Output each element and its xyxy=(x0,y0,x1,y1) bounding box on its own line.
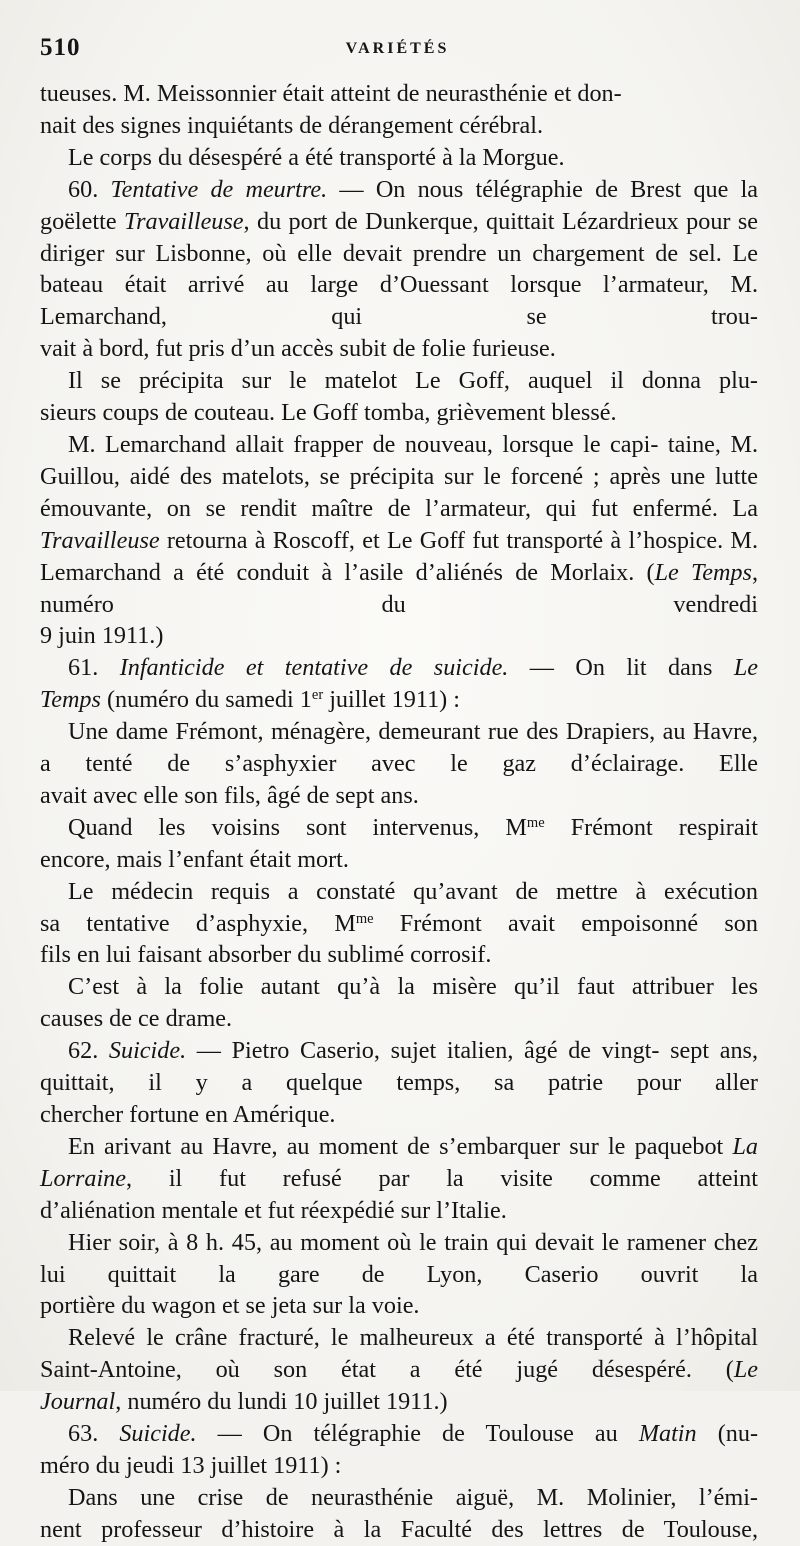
paragraph-tail xyxy=(40,780,758,812)
paragraph-tail xyxy=(40,844,758,876)
text-segment: Lézardrieux pour se diriger sur Lisbonne, où elle devait xyxy=(40,207,759,267)
text-line: Le corps du désespéré a été transporté à la Morgue. xyxy=(68,143,565,171)
text-segment: chercher fortune en Amérique. xyxy=(40,1101,336,1128)
text-segment: Dans une crise de neurasthénie aiguë, M. Molinier, l’émi- xyxy=(68,1483,758,1511)
entry-62 xyxy=(40,1035,758,1099)
text-segment: ramener chez lui quittait la gare de Lyon, Caserio ouvrit la xyxy=(40,1228,758,1288)
text-segment: fut transporté à l’hospice. M. Lemarchand a été conduit à xyxy=(40,526,758,586)
entry-title: Suicide. xyxy=(119,1420,197,1448)
text-segment: paquebot xyxy=(634,1132,733,1160)
running-head xyxy=(40,34,755,64)
text-segment: retourna à Roscoff, et Le Goff xyxy=(159,526,465,554)
text-segment: Quand les voisins sont intervenus, M xyxy=(68,813,527,841)
text-segment: , du port de Dunkerque, quittait xyxy=(243,207,555,235)
paragraph-tail xyxy=(40,684,758,716)
paragraph-tail xyxy=(40,1450,758,1482)
paragraph xyxy=(40,876,758,908)
paragraph-tail xyxy=(40,620,758,652)
source-title: Journal xyxy=(40,1388,116,1416)
paragraph xyxy=(40,429,758,620)
paragraph-tail xyxy=(40,1195,758,1227)
text-segment: causes de ce drame. xyxy=(40,1005,233,1033)
paragraph-tail xyxy=(40,1099,758,1131)
text-segment: En arivant au Havre, au moment de s’embarquer sur le xyxy=(68,1132,626,1160)
text-line: nait des signes inquiétants de dérangement cérébral. xyxy=(40,111,544,139)
text-segment: Le médecin requis a constaté qu’avant de mettre à exécution xyxy=(68,877,758,905)
ship-name: La Lorraine xyxy=(40,1132,758,1192)
text-segment: , numéro du lundi 10 juillet 1911.) xyxy=(115,1388,448,1416)
text-segment: sieurs coups de couteau. Le Goff tomba, grièvement blessé. xyxy=(40,399,617,427)
source-title: Matin xyxy=(638,1420,697,1448)
paragraph xyxy=(40,365,758,397)
text-line: tueuses. M. Meissonnier était atteint de neurasthénie et don- xyxy=(40,80,622,107)
entry-63 xyxy=(40,1418,758,1450)
text-segment: sa tentative d’asphyxie, M xyxy=(40,909,356,937)
text-segment: , numéro du vendredi xyxy=(40,558,758,618)
entry-title: Suicide. xyxy=(108,1037,187,1065)
paragraph-tail xyxy=(40,1290,758,1322)
text-segment: prendre un chargement de sel. Le bateau était arrivé au large xyxy=(40,239,759,299)
paragraph xyxy=(40,812,758,844)
text-segment: Il se précipita sur le matelot Le Goff, auquel il donna plu- xyxy=(68,367,758,395)
text-segment: avait avec elle son fils, âgé de sept ans. xyxy=(40,781,419,809)
text-segment: , il fut refusé par la visite comme atteint xyxy=(126,1164,758,1192)
superscript: me xyxy=(355,910,374,927)
text-segment: — Pietro Caserio, sujet italien, âgé de vingt- xyxy=(186,1037,660,1065)
text-segment: taine, M. Guillou, aidé des matelots, se précipita sur le forcené ; xyxy=(40,430,758,490)
text-segment: Relevé le crâne fracturé, le malheureux a été transporté à xyxy=(68,1324,665,1352)
superscript: me xyxy=(526,814,545,831)
text-segment: portière du wagon et se jeta sur la voie. xyxy=(40,1292,420,1320)
superscript: er xyxy=(311,687,324,704)
text-segment: après une lutte émouvante, on se rendit maître de l’armateur, xyxy=(40,462,758,522)
paragraph xyxy=(40,1227,758,1291)
paragraph xyxy=(40,716,758,780)
ship-name: Travailleuse xyxy=(123,207,244,235)
text-segment: méro du jeudi 13 juillet 1911) : xyxy=(40,1451,342,1479)
paragraph xyxy=(40,142,758,174)
running-title: VARIÉTÉS xyxy=(345,40,450,57)
text-segment: Frémont avait empoisonné son xyxy=(373,909,758,937)
source-title: Le Temps xyxy=(654,558,752,586)
paragraph-line xyxy=(40,1514,758,1546)
text-segment: — On lit dans xyxy=(508,654,734,682)
entry-61 xyxy=(40,652,758,684)
entry-60 xyxy=(40,174,758,334)
text-segment: l’hôpital Saint-Antoine, où son état a été jugé désespéré. ( xyxy=(40,1324,758,1384)
ship-name: Travailleuse xyxy=(40,526,160,554)
body-text xyxy=(40,78,758,1546)
page-number: 510 xyxy=(40,34,81,61)
text-segment: — On télégraphie de Toulouse au xyxy=(196,1420,639,1448)
entry-number: 61. xyxy=(68,654,99,682)
source-title: Le xyxy=(733,654,759,682)
text-segment: M. Lemarchand allait frapper de nouveau, lorsque le capi- xyxy=(68,430,659,458)
text-segment: au Havre, a tenté de s’asphyxier avec le gaz d’éclairage. Elle xyxy=(40,718,758,778)
entry-number: 60. xyxy=(68,175,99,203)
paragraph-line xyxy=(40,908,758,940)
paragraph-tail xyxy=(40,333,758,365)
text-segment: encore, mais l’enfant était mort. xyxy=(40,845,349,873)
text-segment: Une dame Frémont, ménagère, demeurant rue des Drapiers, xyxy=(68,718,656,746)
paragraph-tail xyxy=(40,397,758,429)
text-segment: sept ans, quittait, il y a quelque temps, sa patrie pour aller xyxy=(40,1037,758,1097)
paragraph xyxy=(40,971,758,1003)
source-title: Le xyxy=(733,1356,758,1384)
text-segment: (nu- xyxy=(696,1420,758,1448)
text-segment: 9 juin 1911.) xyxy=(40,622,164,650)
paragraph-continuation xyxy=(40,78,758,142)
paragraph xyxy=(40,1482,758,1514)
text-segment: d’aliénation mentale et fut réexpédié sur l’Italie. xyxy=(40,1196,507,1224)
paragraph-tail xyxy=(40,1003,758,1035)
paragraph xyxy=(40,1131,758,1195)
text-segment: (numéro du samedi 1 xyxy=(100,686,312,714)
text-segment: qui fut enfermé. La xyxy=(545,494,759,522)
entry-number: 63. xyxy=(68,1420,99,1448)
paragraph-tail xyxy=(40,939,758,971)
text-segment: Frémont respirait xyxy=(544,813,758,841)
text-segment: C’est à la folie autant qu’à la misère qu’il faut attribuer les xyxy=(68,973,758,1001)
source-title: Temps xyxy=(40,686,101,714)
entry-number: 62. xyxy=(68,1037,99,1065)
text-segment: vait à bord, fut pris d’un accès subit de folie furieuse. xyxy=(40,335,556,363)
text-segment: l’asile d’aliénés de Morlaix. ( xyxy=(344,558,655,586)
paragraph xyxy=(40,1322,758,1386)
text-segment: que la goëlette xyxy=(40,175,759,235)
entry-title: Infanticide et tentative de suicide. xyxy=(119,654,509,682)
text-segment: fils en lui faisant absorber du sublimé corrosif. xyxy=(40,941,492,969)
text-segment: nent professeur d’histoire à la Faculté des lettres de Toulouse, xyxy=(40,1515,758,1543)
text-segment: juillet 1911) : xyxy=(323,686,460,714)
text-segment: d’Ouessant lorsque l’armateur, M. Lemarchand, qui se trou- xyxy=(40,271,758,331)
entry-title: Tentative de meurtre. xyxy=(110,175,328,203)
text-segment: Hier soir, à 8 h. 45, au moment où le train qui devait le xyxy=(68,1228,620,1256)
text-segment: — On nous télégraphie de Brest xyxy=(327,175,682,203)
